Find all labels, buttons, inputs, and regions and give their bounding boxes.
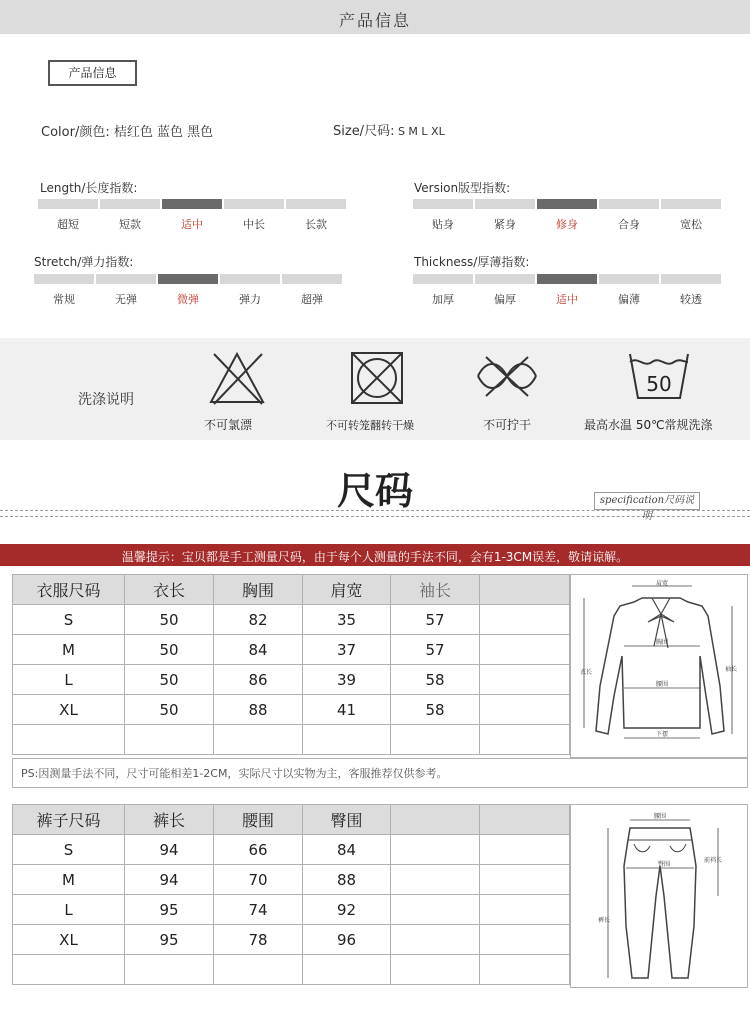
table-cell (480, 635, 570, 665)
table-header: 裤长 (125, 805, 214, 835)
version-index-title: Version版型指数: (414, 181, 511, 195)
rise-label: 前裆长 (704, 857, 723, 864)
table-cell: 57 (391, 635, 480, 665)
table-header: 裤子尺码 (13, 805, 125, 835)
color-label: Color/颜色: (41, 125, 110, 140)
thickness-index-title: Thickness/厚薄指数: (414, 255, 530, 269)
index-option: 加厚 (432, 293, 454, 306)
shoulder-label: 肩宽 (655, 580, 669, 587)
pants-waist-label: 腰围 (653, 813, 667, 820)
table-header-empty (391, 805, 480, 835)
notice-text: 温馨提示：宝贝都是手工测量尺码，由于每个人测量的手法不同，会有1-3CM误差，敬请谅解。 (121, 550, 629, 564)
table-cell: M (13, 865, 125, 895)
chest-label: 胸围 (655, 639, 669, 646)
table-header-empty (480, 575, 570, 605)
stretch-index-title: Stretch/弹力指数: (34, 255, 134, 269)
index-segment (282, 274, 342, 284)
length-index-title: Length/长度指数: (40, 181, 138, 195)
wash-label: 不可拧干 (483, 418, 532, 432)
pants-diagram-icon (572, 806, 746, 986)
length-label: 衣长 (580, 669, 593, 676)
ps-note: PS:因测量手法不同，尺寸可能相差1-2CM，实际尺寸以实物为主，客服推荐仅供参考。 (12, 758, 748, 788)
table-header-empty (480, 805, 570, 835)
size-value: S M L XL (397, 125, 445, 138)
table-cell: 41 (303, 695, 391, 725)
divider (0, 516, 750, 517)
table-header: 肩宽 (303, 575, 391, 605)
table-cell: S (13, 605, 125, 635)
index-option: 弹力 (239, 293, 261, 306)
table-cell: 74 (214, 895, 303, 925)
table-row (13, 925, 570, 955)
index-option: 无弹 (115, 293, 137, 306)
index-segment-selected (162, 199, 222, 209)
thickness-index-labels (413, 291, 721, 307)
index-option-selected: 修身 (556, 218, 578, 231)
table-cell: 94 (125, 835, 214, 865)
index-option: 贴身 (432, 218, 454, 231)
table-cell: 50 (125, 695, 214, 725)
version-index-bar (413, 199, 721, 209)
table-cell: 50 (125, 635, 214, 665)
table-cell: 78 (214, 925, 303, 955)
table-cell: 92 (303, 895, 391, 925)
sleeve-label: 袖长 (725, 666, 738, 673)
no-bleach-icon (208, 350, 266, 406)
table-cell: 88 (214, 695, 303, 725)
table-cell (480, 695, 570, 725)
version-index-labels (413, 216, 721, 232)
index-option: 超弹 (301, 293, 323, 306)
color-value: 桔红色 蓝色 黑色 (113, 125, 214, 140)
table-row-empty (13, 955, 570, 985)
table-cell: 50 (125, 665, 214, 695)
size-section-title: 尺码 (336, 468, 413, 513)
wash-title: 洗涤说明 (78, 392, 134, 408)
index-option: 偏厚 (494, 293, 516, 306)
table-row (13, 635, 570, 665)
stretch-index-labels (34, 291, 342, 307)
index-segment-selected (537, 199, 597, 209)
table-cell: 82 (214, 605, 303, 635)
index-segment (475, 199, 535, 209)
table-cell: 57 (391, 605, 480, 635)
product-info-tag: 产品信息 (48, 60, 137, 86)
wash-label: 不可氯漂 (204, 418, 253, 432)
table-header-row (13, 805, 570, 835)
length-index-bar (38, 199, 346, 209)
table-cell: XL (13, 925, 125, 955)
index-segment (224, 199, 284, 209)
index-option: 偏薄 (618, 293, 640, 306)
table-cell: 84 (303, 835, 391, 865)
index-segment (413, 199, 473, 209)
index-segment (96, 274, 156, 284)
wash-temp: 50 (646, 372, 672, 396)
table-cell: M (13, 635, 125, 665)
index-segment (599, 274, 659, 284)
table-header: 臀围 (303, 805, 391, 835)
size-label: Size/尺码: (333, 124, 395, 139)
table-row-empty (13, 725, 570, 755)
divider (0, 510, 750, 511)
table-cell: L (13, 895, 125, 925)
table-row (13, 835, 570, 865)
index-option: 中长 (243, 218, 265, 231)
index-option: 较透 (680, 293, 702, 306)
table-cell: 37 (303, 635, 391, 665)
table-row (13, 665, 570, 695)
table-cell: S (13, 835, 125, 865)
index-segment (286, 199, 346, 209)
index-option: 短款 (119, 218, 141, 231)
table-row (13, 605, 570, 635)
table-cell: 84 (214, 635, 303, 665)
index-segment (38, 199, 98, 209)
table-cell: 58 (391, 665, 480, 695)
size-info (333, 120, 445, 139)
hip-label: 臀围 (657, 861, 671, 868)
table-cell: 95 (125, 925, 214, 955)
index-option-selected: 微弹 (177, 293, 199, 306)
table-cell: 94 (125, 865, 214, 895)
table-cell: 86 (214, 665, 303, 695)
table-cell (480, 665, 570, 695)
table-cell: 66 (214, 835, 303, 865)
table-header: 衣长 (125, 575, 214, 605)
index-option: 常规 (53, 293, 75, 306)
wash-label: 最高水温 50℃常规洗涤 (584, 418, 713, 432)
index-segment (220, 274, 280, 284)
wash-50-icon (628, 352, 690, 400)
index-option: 宽松 (680, 218, 702, 231)
index-segment (100, 199, 160, 209)
stretch-index-bar (34, 274, 342, 284)
index-option-selected: 适中 (556, 293, 578, 306)
no-wring-icon (474, 354, 540, 398)
table-header: 腰围 (214, 805, 303, 835)
table-row (13, 865, 570, 895)
table-cell: 39 (303, 665, 391, 695)
hem-label: 下摆 (655, 731, 669, 738)
table-cell: 70 (214, 865, 303, 895)
index-segment (661, 274, 721, 284)
index-option: 合身 (618, 218, 640, 231)
color-info (41, 121, 213, 140)
clothes-size-table (12, 574, 570, 755)
table-cell: 58 (391, 695, 480, 725)
pants-size-table (12, 804, 570, 985)
no-tumble-dry-icon (350, 351, 404, 405)
index-segment (599, 199, 659, 209)
thickness-index-bar (413, 274, 721, 284)
index-option: 长款 (305, 218, 327, 231)
waist-label: 腰围 (655, 681, 669, 688)
index-option-selected: 适中 (181, 218, 203, 231)
page-title: 产品信息 (338, 11, 411, 30)
table-header: 胸围 (214, 575, 303, 605)
pants-length-label: 裤长 (598, 917, 611, 924)
table-cell: 95 (125, 895, 214, 925)
table-cell: 88 (303, 865, 391, 895)
index-segment (475, 274, 535, 284)
table-row (13, 695, 570, 725)
table-cell: 35 (303, 605, 391, 635)
table-cell (480, 605, 570, 635)
index-segment-selected (158, 274, 218, 284)
table-cell: L (13, 665, 125, 695)
table-header: 衣服尺码 (13, 575, 125, 605)
length-index-labels (38, 216, 346, 232)
index-segment-selected (537, 274, 597, 284)
table-header-row (13, 575, 570, 605)
table-cell: 50 (125, 605, 214, 635)
table-cell: XL (13, 695, 125, 725)
index-option: 紧身 (494, 218, 516, 231)
index-option: 超短 (57, 218, 79, 231)
table-cell: 96 (303, 925, 391, 955)
index-segment (413, 274, 473, 284)
spec-tag: specification尺码说明 (594, 492, 700, 510)
table-header: 袖长 (391, 575, 480, 605)
index-segment (34, 274, 94, 284)
table-row (13, 895, 570, 925)
wash-label: 不可转笼翻转干燥 (326, 419, 414, 432)
index-segment (661, 199, 721, 209)
shirt-diagram-icon (572, 576, 746, 756)
